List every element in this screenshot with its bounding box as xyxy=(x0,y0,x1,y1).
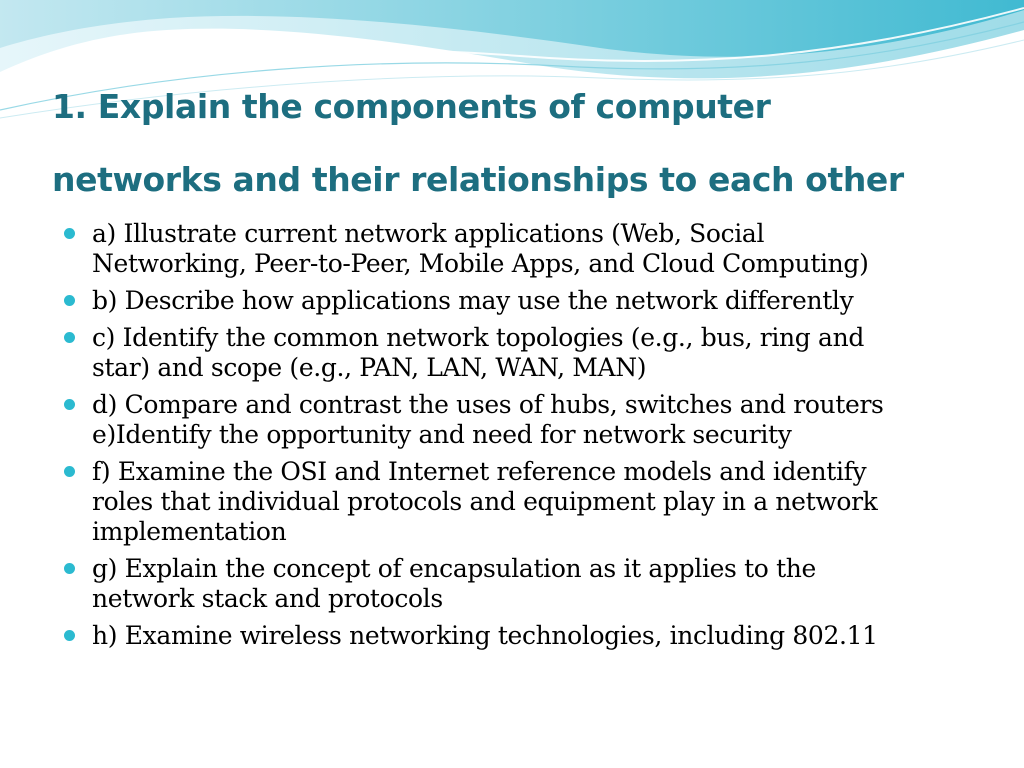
bullet-item xyxy=(62,323,962,383)
bullet-text-line: Networking, Peer-to-Peer, Mobile Apps, and Cloud Computing) xyxy=(92,249,869,278)
bullet-dot-icon xyxy=(64,399,75,410)
bullet-text-line: c) Identify the common network topologies (e.g., bus, ring and xyxy=(92,323,864,352)
bullet-list xyxy=(62,219,962,658)
bullet-item xyxy=(62,457,962,547)
bullet-dot-icon xyxy=(64,563,75,574)
bullet-text-line: d) Compare and contrast the uses of hubs, switches and routers xyxy=(92,390,884,419)
bullet-text-line: network stack and protocols xyxy=(92,584,443,613)
bullet-dot-icon xyxy=(64,332,75,343)
bullet-text-line: h) Examine wireless networking technologies, including 802.11 xyxy=(92,621,878,650)
bullet-text-line: a) Illustrate current network applications (Web, Social xyxy=(92,219,765,248)
bullet-text-line: f) Examine the OSI and Internet reference models and identify xyxy=(92,457,867,486)
bullet-item xyxy=(62,390,962,450)
bullet-item xyxy=(62,554,962,614)
title-line: networks and their relationships to each other xyxy=(52,160,904,199)
bullet-text-line: implementation xyxy=(92,517,287,546)
bullet-item xyxy=(62,219,962,279)
title-line: 1. Explain the components of computer xyxy=(52,87,771,126)
bullet-text-line: e)Identify the opportunity and need for network security xyxy=(92,420,792,449)
bullet-item xyxy=(62,621,962,651)
bullet-dot-icon xyxy=(64,295,75,306)
bullet-dot-icon xyxy=(64,228,75,239)
bullet-item xyxy=(62,286,962,316)
slide-title xyxy=(52,70,1002,216)
bullet-dot-icon xyxy=(64,630,75,641)
bullet-text-line: b) Describe how applications may use the network differently xyxy=(92,286,854,315)
bullet-text-line: g) Explain the concept of encapsulation as it applies to the xyxy=(92,554,816,583)
bullet-text-line: roles that individual protocols and equipment play in a network xyxy=(92,487,878,516)
bullet-text-line: star) and scope (e.g., PAN, LAN, WAN, MAN) xyxy=(92,353,647,382)
bullet-dot-icon xyxy=(64,466,75,477)
